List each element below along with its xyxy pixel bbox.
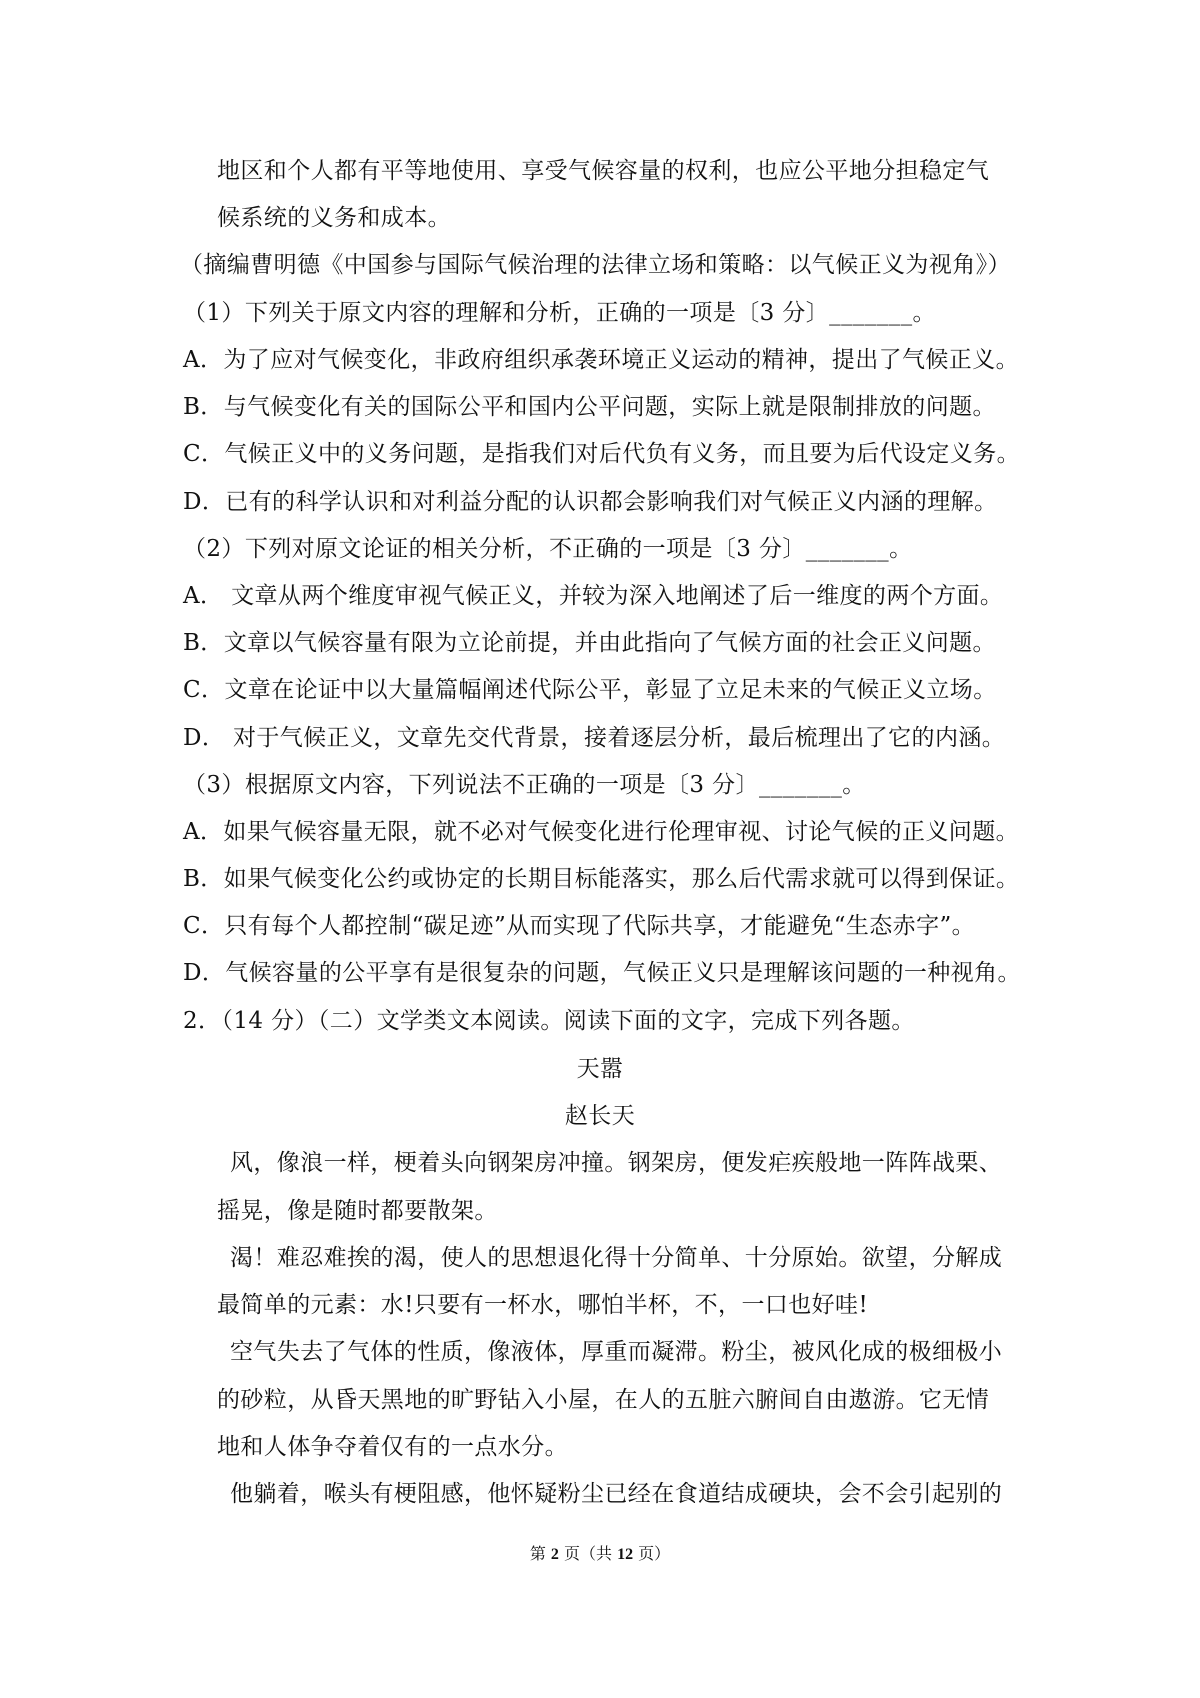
option-c: C．气候正义中的义务问题，是指我们对后代负有义务，而且要为后代设定义务。: [183, 441, 1020, 467]
story-line: 风，像浪一样，梗着头向钢架房冲撞。钢架房，便发疟疾般地一阵阵战栗、: [230, 1150, 1003, 1176]
story-line: 渴！难忍难挨的渴，使人的思想退化得十分简单、十分原始。欲望，分解成: [230, 1245, 1003, 1271]
option-b: B．文章以气候容量有限为立论前提，并由此指向了气候方面的社会正义问题。: [183, 630, 996, 656]
question-stem: （3）根据原文内容，下列说法不正确的一项是〔3 分〕_______。: [183, 772, 866, 798]
page-footer: [0, 1543, 1200, 1566]
question-stem: （1）下列关于原文内容的理解和分析，正确的一项是〔3 分〕_______。: [183, 300, 936, 326]
story-author: 赵长天: [564, 1103, 636, 1129]
question-stem: （2）下列对原文论证的相关分析，不正确的一项是〔3 分〕_______。: [183, 536, 913, 562]
story-line: 他躺着，喉头有梗阻感，他怀疑粉尘已经在食道结成硬块，会不会引起别的: [230, 1481, 1003, 1507]
option-a: A．如果气候容量无限，就不必对气候变化进行伦理审视、讨论气候的正义问题。: [183, 819, 1020, 845]
footer-total-pages: 12: [617, 1546, 634, 1563]
story-line: 摇晃，像是随时都要散架。: [217, 1198, 498, 1224]
option-d: D． 对于气候正义，文章先交代背景，接着逐层分析，最后梳理出了它的内涵。: [183, 725, 1006, 751]
option-d: D．已有的科学认识和对利益分配的认识都会影响我们对气候正义内涵的理解。: [183, 489, 998, 515]
footer-suffix: 页）: [633, 1544, 671, 1563]
footer-page-number: 2: [550, 1546, 559, 1563]
story-line: 空气失去了气体的性质，像液体，厚重而凝滞。粉尘，被风化成的极细极小: [230, 1339, 1003, 1365]
footer-middle: 页（共: [558, 1544, 618, 1563]
option-a: A． 文章从两个维度审视气候正义，并较为深入地阐述了后一维度的两个方面。: [183, 583, 1004, 609]
option-d: D．气候容量的公平享有是很复杂的问题，气候正义只是理解该问题的一种视角。: [183, 960, 1021, 986]
option-c: C．文章在论证中以大量篇幅阐述代际公平，彰显了立足未来的气候正义立场。: [183, 677, 997, 703]
option-c: C．只有每个人都控制“碳足迹”从而实现了代际共享，才能避免“生态赤字”。: [183, 913, 976, 939]
story-line: 地和人体争夺着仅有的一点水分。: [217, 1434, 568, 1460]
option-a: A．为了应对气候变化，非政府组织承袭环境正义运动的精神，提出了气候正义。: [183, 347, 1020, 373]
option-b: B．与气候变化有关的国际公平和国内公平问题，实际上就是限制排放的问题。: [183, 394, 996, 420]
option-b: B．如果气候变化公约或协定的长期目标能落实，那么后代需求就可以得到保证。: [183, 866, 1020, 892]
story-line: 最简单的元素：水!只要有一杯水，哪怕半杯，不，一口也好哇!: [217, 1292, 869, 1318]
source-note: （摘编曹明德《中国参与国际气候治理的法律立场和策略：以气候正义为视角》）: [180, 252, 1011, 278]
footer-prefix: 第: [529, 1544, 551, 1563]
section-heading: 2．（14 分）（二）文学类文本阅读。阅读下面的文字，完成下列各题。: [183, 1008, 915, 1034]
story-line: 的砂粒，从昏天黑地的旷野钻入小屋，在人的五脏六腑间自由遨游。它无情: [217, 1387, 990, 1413]
passage-line: 候系统的义务和成本。: [217, 205, 451, 231]
story-title: 天嚣: [576, 1056, 624, 1082]
passage-line: 地区和个人都有平等地使用、享受气候容量的权利，也应公平地分担稳定气: [217, 158, 990, 184]
